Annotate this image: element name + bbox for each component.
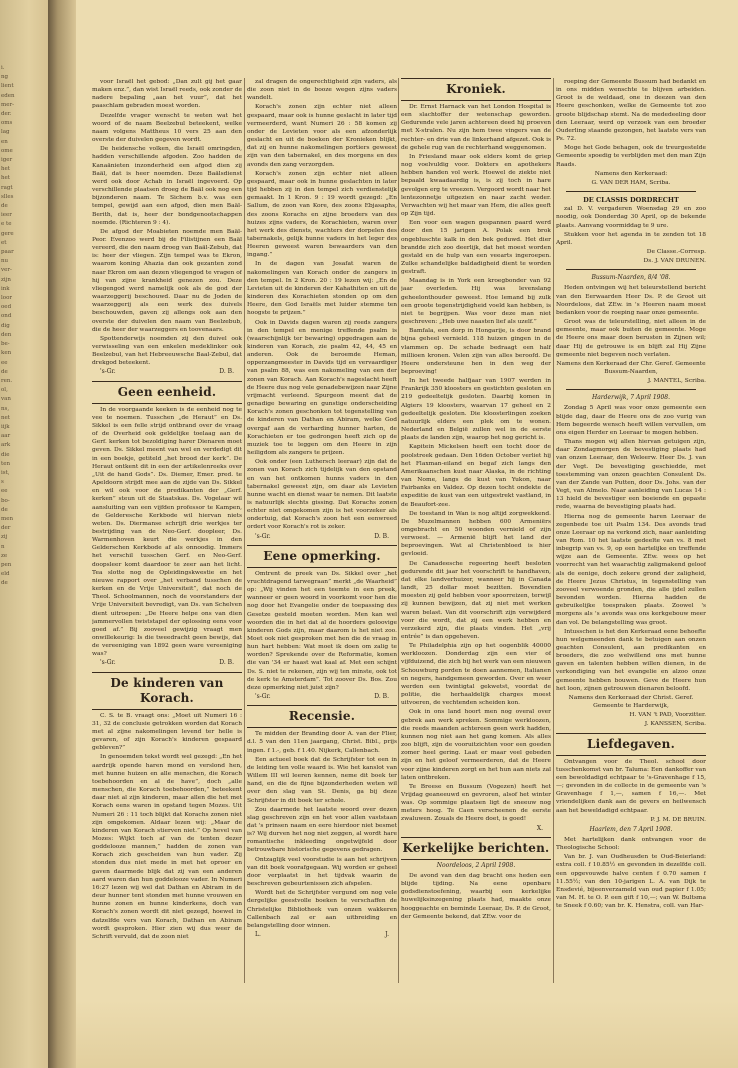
left-strip-fragment: der — [1, 525, 11, 532]
left-strip-fragment: de — [1, 368, 8, 375]
paragraph: Kapitein Mickelsen heeft een tocht door de poolstreek gedaan. Den 16den October verliet hij het Flaxman-eiland en begaf zich langs den Amerikaanschen kust naar Alaska, in de richting van Nome, langs de kust van Yukon, naar Fairbanks en Valdez. Op dezen tocht ondekte de expeditie de kust van een uitgestrekt vastland, in de Beaufort-zee. — [401, 444, 551, 508]
paragraph: Groot was de teleurstelling, niet alleen in de gemeente, maar ook buiten de gemeente. Moge de Heere ons maar doen berusten in Zijnen wil; daar Hij de getrouwe is en blijft zal Hij Zijne gemeente niet begeven noch verlaten. — [556, 319, 706, 358]
classis-notice — [556, 205, 706, 247]
left-strip-fragment: lag — [1, 129, 10, 136]
signature-place: 's-Gr. — [100, 659, 116, 667]
paragraph: In de dagen van Josafat waren de nakomelingen van Korach onder de zangers in den tempel. In 2 Kron. 20 : 19 lezen wij: „En de Levieten uit de kinderen der Kahathiten en uit de kinderen des Korachieten stonden op om den Heere, den God Israëls met luider stemme ten hoogste te prijzen.” — [247, 261, 397, 317]
article-heading: Liefdegaven. — [556, 733, 706, 756]
left-strip-fragment: ns, — [1, 405, 10, 412]
left-strip-fragment: ome — [1, 147, 13, 154]
signature — [255, 533, 389, 541]
paragraph: Wordt het de Schrijfster vergund om nog vele dergelijke geestvolle boeken te verschaffen de Christelijke Bibliotheek van onzen wakkeren Callenbach zal er aan uitbreiding en belangstelling door winnen. — [247, 890, 397, 929]
paschlam-article — [92, 78, 242, 367]
binding-gutter — [48, 0, 76, 1068]
harderwijk-notice — [556, 404, 706, 692]
signature-line: G. VAN DER HAM, Scriba. — [591, 179, 671, 186]
paragraph: In Friesland maar ook elders komt de griep nog voelvuldig voor. Dokters en apothekers hebben handen vol werk. Hoewel de ziekte niet bepaald kwaadaardig is, is zij toch in hare gevolgen erg te vreezen. Vergoord wordt naar het lentezonnetje uitgezien en naar zacht weder. Verwachten wij het maar van Hem, die alles geeft op Zijn tijd. — [401, 153, 551, 218]
paragraph: De Canadeesche regeering heeft besloten gedurende dit jaar het voorschrift te handhaven, dat elke landverhuizer, wanneer hij in Canada landt, 25 dollar moet bezitten. Bovendien moesten zij geld hebben voor spoorreizen, terwijl zij kunnen bewijzen, dat zij niet met werken waren belast. Van dit voorschrift zijn verwijderd voor die wordt, dat zij een werk hebben en verzekerd zijn, die plaats vinden. Het „vrij entrée” is dan opgeheven. — [401, 560, 551, 640]
left-strip-fragment: loor — [1, 295, 13, 302]
left-strip-fragment: eden — [1, 92, 15, 99]
signature-initials: X. — [536, 824, 543, 832]
paragraph: roeping der Gemeente Bussum had bedankt en in ons midden wenschte te blijven arbeiden. Groot is de weldaad, one in deezen van den Heere geschonken, welke de Gemeente tot zoo groote blijdschap stemt. Na de mededeeling door den Leeraar, werd op verzoek van een broeder Ouderling staande gezongen, het laatste vers van Ps. 72. — [556, 79, 706, 143]
left-strip-fragment: dig — [1, 322, 10, 329]
left-strip-fragment: nu — [1, 258, 9, 265]
left-strip-fragment: ten — [1, 460, 11, 467]
left-strip-fragment: die — [1, 451, 10, 458]
liefdegaven-article — [556, 758, 706, 815]
left-strip-fragment: den — [1, 331, 12, 338]
left-strip-fragment: ist, — [1, 469, 10, 476]
signature-initials: D. B. — [219, 659, 234, 667]
paragraph: Van br. J. van Oudheusden te Oud-Beierland: extra coll. f 10.85½ en gevonden in dezelfde coll. een opgevouwde halve centen f 0.70 samen f 11.55½; van den 10-jarigen L. A. van Dijk te Ensdevié, bijeenverzameld van oud papier f 1.05; van M. H. te O. P. een gift f 10,—; van W. Bultsma te Sneek f 0.60; van br. K. Henstra, coll. van Har- — [556, 854, 706, 910]
paragraph: De afgod der Moabieten noemde men Baäl-Peor. Evenzoo werd bij de Filistijnen een Baäl vereerd, die den naam droeg van Baäl-Zebub, dat is: heer der vliegen. Zijn tempel was te Ekron, waarom koning Ahazia dan ook gezanten zond naar Ekron om aan dezen vliegengod te vragen of hij van zijne krankheid genezen zou. Deze vliegengod werd namelijk ook als de god der waarzeggerij beschouwd. Daar nu de Joden de waarzeggerij als een werk des duivels beschouwden, gaven zij allengs ook aan den overste der duivelen den naam van Beelzebub, die de heer der waarzeggers en toovenaars. — [92, 228, 242, 333]
article-heading: De kinderen van Korach. — [92, 672, 242, 710]
left-strip-fragment: ark — [1, 442, 11, 449]
left-strip-fragment: ond — [1, 313, 12, 320]
signature-initials: D. B. — [374, 532, 389, 540]
left-strip-fragment: gere — [1, 230, 14, 237]
paragraph: Dr. Ernst Harnack van het London Hospital is een slachtoffer der wetenschap geworden. Gedurende vele jaren achtereen deed hij proeven met X-stralen. Nu zijn hem twee vingers van de rechter- en drie van de linkerhand afgezet. Ook is de gehele rug van de rechterhand weggenomen. — [401, 104, 551, 151]
dateline: Bussum-Naarden, 8/4 '08. — [591, 274, 671, 282]
left-strip-fragment: be- — [1, 341, 10, 348]
left-strip-fragment: et — [1, 239, 7, 246]
left-strip-fragment: bo- — [1, 497, 10, 504]
paragraph: In het tweede halfjaar van 1907 werden in Frankrijk 350 kloosters en gestichten gesloten en 219 gedeeltelijk gesloten. Daarbij komen in Algiers 19 kloosters, waarvan 17 geheel en 2 gedeeltelijk gesloten. Die kloosterlingen zoeken natuurlijk elders een plek om te wonen. Nederland en België zullen wel in de eerste plaats de landen zijn, waarop het nog gericht is. — [401, 378, 551, 442]
left-strip-fragment: ken — [1, 350, 12, 357]
kroniek-article — [401, 103, 551, 824]
paragraph: De toestand in Wan is nog altijd zorgwekkend. De Muzelmannen hebben 600 Armeniërs omgebracht en 50 woonden vernield of zijn verwoest. — Armenië blijft het land der beproevingen. Wat al Christenbloed is hier gevloeid. — [401, 510, 551, 558]
signature-line: P. J. M. DE BRUIN. — [650, 816, 706, 823]
left-strip-fragment: slles — [1, 193, 14, 200]
column-rule — [244, 78, 245, 983]
paragraph: Spottenderwijs noemden zij den duivel ook verwisseling van een enkelen medeklinker ook Beelzebul, van het Hebreeuwsche Baal-Zebul, dat drekgod beteekent. — [92, 335, 242, 367]
column-2 — [247, 78, 397, 983]
haarlem-notice — [556, 836, 706, 910]
divider — [566, 191, 696, 192]
signature-line: J. KANSSEN, Scriba. — [644, 721, 706, 728]
paragraph: Bamfala, een dorp in Hongarije, is door brand bijna geheel vernield. 118 huizen gingen in de vlammen op. De schade bedraagt een half millioen kronen. Velen zijn van alles beroofd. De Heere ondersteune hen in den weg der beproeving! — [401, 328, 551, 375]
left-strip-fragment: de — [1, 580, 8, 587]
left-strip-fragment: zijn — [1, 276, 11, 283]
signature — [100, 368, 234, 376]
kerkelijke-berichten-article — [401, 872, 551, 921]
article-heading: Eene opmerking. — [247, 545, 397, 568]
paragraph: Omtrent de preek van Ds. Sikkel over „het vruchtdragend tarwegraan” merkt „de Waarheid” op: „Wij vinden het een teemte in een preek, wanneer er geen woord in voorkomt voor hen die nog door het Evangelie onder de toepassing des Gesetze gesteld moeten worden. Men kan wel woorden die in het dat al de hoorders geloovige kinderen Gods zijn, maar daarom is het niet zoo. Moet ook niet gesproken met hen die de vraag in hun hart hebben: Wat moet ik doen om zalig te worden? Sprekende over de Reformatie, komen die van '34 er haast wat kaal af. Met een schijnt Ds. S. niet te rekenen, zijn wij ten minste, ook tot de kerk te Amsterdam”. Tot zoover Ds. Bos. Zou deze opmerking niet juist zijn? — [247, 570, 397, 691]
article-heading: Geen eenheid. — [92, 381, 242, 404]
article-heading: Kerkelijke berichten. — [401, 837, 551, 860]
paragraph: In genoemden tekst wordt wel gezegd: „En het aardrijk opende haren mond en verslond hen, met hunne huizen en alle menschen, die Korach toebehoorden en al de have”, doch „alle menschen, die Korach toebehoorden,” beteekent daar niet al zijn kinderen, maar allen die het met Korach eens waren in opstand tegen Mozes. Uit Numeri 26 : 11 toch blijkt dat Korachs zonen niet zijn omgekomen. Aldaar lezen wij: „Maar de kinderen van Korach stierven niet.” Op hevel van Mozes: Wijkt toch af van de tenten dezer goddelooze mannen,” hadden de zonen van Korach zich gescheiden van hun vader. Zij stonden dus niet mede in met het oproer en gaven daarmede blijk dat zij van een anderen aard waren dan hun goddelooze vader. In Numeri 16:27 lezen wij wel dat Dathan en Abiram in de deur hunner tent stonden met hunne vrouwen en hunne zonen en hunne kinderkens, doch van Korach's zonen wordt dit niet gezegd, hoewel in datzelfde vers van Korach, Dathan en Abiram wordt gesproken. Hier zien wij dus weer de Schrift vervuld, dat de zoon niet — [92, 754, 242, 940]
signature-place: 's-Gr. — [100, 368, 116, 376]
signature-place: 's-Gr. — [255, 693, 271, 701]
left-strip-fragment: ragt — [1, 184, 13, 191]
bussum-notice — [556, 284, 706, 358]
paragraph: zal dragen de ongerechtigheid zijn vaders, als die zoon niet in de booze wegen zijns vaders wandelt. — [247, 79, 397, 102]
paragraph: Maandag is in York een kroegbonder van 92 jaar overleden. Hij was levenslang geheelonthouder geweest. Hoe lemand bij zulk een groote tegenstrijdigheid voeld kan hebben, is niet te begrijpen. Was voor deze man niet geschreven: „Heb uwe naasten lief als uzelf.” — [401, 278, 551, 326]
dateline: Noordeloos, 2 April 1908. — [436, 861, 516, 869]
paragraph: Korach's zonen zijn echter niet alleen gespaard, maar ook is hunne geslacht in later tijd vermeerderd, want Numeri 26 : 58 komen zij onder de Levieten voor als een afzonderlijk geslacht en uit de boeken der Kronieken blijkt, dat zij en hunne nakomelingen portiers geweest zijn van den tabernakel, en des morgens en des avonds den zang verzorgden. — [247, 104, 397, 168]
left-strip-fragment: net — [1, 414, 11, 421]
paragraph: Intusschen is het den Kerkeraad eene behoefte hun welgemeenden dank te betuigen aan onzen geachten Consulent, aan predikanten en broeders, die zoo welwillend ons met hunne gaven en talenten hebben willen dienen, in de verkondiging van het evangelie en alzoo onze gemeente hebben bouwen. Geve de Heere hun het loon, zijnen getrouwen dienaren beloofd. — [556, 628, 706, 692]
left-page-text — [0, 0, 48, 589]
paragraph: Dezelfde vrager wenscht te weten wat het woord of de naam Beelzebul beteekent, welke naam volgens Mattheus 10 vers 25 aan den overste der duivelen gegeven wordt. — [92, 112, 242, 144]
signature-line: H. VAN 't PAD, Voorzitter. — [629, 712, 706, 719]
signature-place: 's-Gr. — [255, 532, 271, 540]
paragraph: Zondag 5 April was voor onze gemeente een blijde dag, daar de Heere ons de zoo vurig van Hem begeerde wensch heeft willen vervullen, om ons eigen Herder en Leeraar te mogen hebben. — [556, 405, 706, 436]
paragraph: Thans mogen wij allen hiervan getuigen zijn, daar Zondagmorgen de bevestiging plaats had van onzen Leeraar, den Weleerw. Heer Ds. J. van der Vegt. De bevestiging geschiedde, met toestemming van onzen geachten Consulent Ds. van der Zande van Putten, door Ds. Johs. van der Vegt, van Almelo. Naar aanleiding van Lucas 14 : 13 hield de bevestiger een boeiende en gepaste rede, waarna de bevestiging plaats had. — [556, 439, 706, 511]
paragraph: Moge het Gode behagen, ook de treurgestelde Gemeente spoedig te verblijden met den man Zijn Raads. — [556, 145, 706, 168]
left-strip-fragment: iger — [1, 157, 13, 164]
left-strip-fragment: aar — [1, 433, 11, 440]
left-strip-fragment: oms — [1, 120, 13, 127]
paragraph: Ook in Davids dagen waren zij reeds zangers in den tempel en menige treffende psalm is (waarschijnlijk ter bewaring) opgedragen aan de kinderen van Korach, zie psalm 42, 44, 45 en anderen. Ook de beroemde Heman, opperzangmeester in Davids tijd en vervaardiger van psalm 88, was een nakomeling van een der zonen van Korach. Aan Korach's nageslacht heeft de Heere dus nog vele genadebewijzen naar Zijne vrijmacht verleend. Spurgeon meent dat de genadige bewaring en gunstige onderscheiding Korach's zonen geschonken tot tegenstelling van de kinderen van Dathan en Abiram, welke God overgaf aan de verharding hunner harten, de Korachieten er toe gedrongen heeft zich op de muziek toe te leggen om den Heere in zijn heiligdom als zangers te prijzen. — [247, 319, 397, 457]
left-strip-fragment: n — [1, 543, 5, 550]
paragraph: Met hartelijken dank ontvangen voor de Theologische School: — [556, 836, 706, 852]
signature — [255, 693, 389, 701]
korach-continued — [247, 78, 397, 532]
left-strip-fragment: het — [1, 175, 11, 182]
paragraph: Korach's zonen zijn echter niet alleen gespaard, maar ook in hunne geslachten in later tijd hebben zij in den tempel zich verdienstelijk gemaakt. In 1 Kron. 9 : 19 wordt gezegd: „En Sallum, de zoon van Kore, des zoons Ebjasaphs, des zoons Korachs en zijne broeders van des huizes zijns vaders, de Korachieten, waren over het werk des diensts, wachters der dorpelen des tabernakels, gelijk hunne vaders in het leger des Heeren geweest waren bewaarders van den ingang.” — [247, 170, 397, 259]
article-heading: Recensie. — [247, 705, 397, 728]
opmerking-article — [247, 570, 397, 692]
left-strip-fragment: oed — [1, 304, 12, 311]
paragraph: Heden ontvingen wij het teleurstellend bericht van den Eerwaarden Heer Ds. P. de Groot uit Noordeloos, dat ZEw. in 's Heeren naam moest bedanken voor de roeping naar onze gemeente. — [556, 285, 706, 316]
left-strip-fragment: paar — [1, 249, 14, 256]
left-strip-fragment: ee — [1, 488, 8, 495]
paragraph: Te Philadelphia zijn op het oogenblik 40000 werkloozen. Donderdag zijn een vier of vijfduizend, die zich bij het werk van een nieuwen Schouwburg porden te doen aannemen, Italianen en negers, handgemeen geworden. Over en weer werden een twintigtal gekwetst, voordat de politie, die herhaaldelijk charges moest uitvoeren, de vechtenden scheiden kon. — [401, 643, 551, 707]
signature-place: L. — [255, 931, 261, 938]
paragraph: Te midden der Branding door A. van der Flier, d.l. 5 van den 11en jaargang, Christ. Bibl., prijs ingen. f 1.-, geb. f 1.40. Nijkerk, Callenbach. — [247, 731, 397, 754]
left-strip-fragment: ink — [1, 285, 10, 292]
paragraph: De avond van den dag bracht ons heden een blijde tijding. Na eene openbare godsdienstoefening, waarbij een kerkelijke huwelijksinzegening plaats had, maakte onze hooggeachte en beminde Leeraar, Ds. P. de Groot, der Gemeente bekend, dat ZEw. voor de — [401, 872, 551, 920]
signature-line: Namens den Kerkeraad der Chr. Geref. Gemeente Bussum-Naarden, — [556, 360, 706, 375]
paragraph: Zou daarmede het laatste woord over dezen slag geschreven zijn en het voor allen vaststaan dat 's prinsen naam en eere hierdoor niet besmet is? Wij durven het nog niet zeggen, al wordt hare romantische inkleeding ongetwijfeld door betrouwbare historische gegevens gedragen. — [247, 806, 397, 854]
divider — [566, 389, 696, 390]
column-3 — [401, 78, 551, 983]
divider — [566, 269, 696, 270]
left-strip-fragment: het — [1, 166, 11, 173]
left-strip-fragment: s — [1, 479, 4, 486]
page-bottom-margin — [76, 1000, 738, 1068]
geen-eenheid-article — [92, 406, 242, 659]
left-strip-fragment: der. — [1, 111, 12, 118]
left-strip-fragment: ee — [1, 359, 8, 366]
left-strip-fragment: pen — [1, 561, 12, 568]
left-strip-fragment: lient — [1, 83, 14, 90]
notice-title: DE CLASSIS DORDRECHT — [583, 196, 679, 205]
paragraph: Hierna nog de gemeente haren Leeraar de zegenbede toe uit Psalm 134. Des avonds trad onze Leeraar op na verkond zich, naar aanleiding van Rom. 10 het laatste gedeelte van vs. 8 met inbegrip van vs. 9, op een hartelijke en treffende wijze aan de Gemeente. ZEw. wees op het voorrecht van het waarachtig zaligmakend geloof als de eenige, doch zekere grond der zaligheid, de Heere Jezus Christus, in tegenstelling van zooveel verwoende gronden, die alle ijdel zullen bevonden worden. Hierna hadden de gebruikelijke toespraken plaats. Zoowel 's morgens als 's avonds was ons kerkgebouw meer dan vol. De belangstelling was groot. — [556, 513, 706, 626]
paragraph: zal D. V. vergaderen Woensdag 29 en zoo noodig, ook Donderdag 30 April, op de bekende plaats. Aanvang voormiddag te 9 ure. — [556, 206, 706, 229]
korach-article — [92, 712, 242, 941]
signature-line: Ds. J. VAN DRUNEN. — [643, 258, 706, 265]
recensie-article — [247, 730, 397, 930]
signature-initials: D. B. — [374, 693, 389, 701]
left-strip-fragment: de — [1, 506, 8, 513]
left-strip-fragment: zij — [1, 534, 8, 541]
left-strip-fragment: ze — [1, 552, 8, 559]
paragraph: Ook onder (een Luthersch leeraar) zijn dat de zonen van Korach zich tijdelijk van den opstand en van het ontkomen hunns vaders in den tabernakel geweest zijn, om daar als Levieten hunne wacht en dienst waar te nemen. Dit laatste is natuurlijk slechts gissing. Dat Korachs zonen echter niet omgekomen zijn is het voorzeker als ondertuig, dat Korach's zoon het een eenwreed ordert voor Korach's rot is zeker. — [247, 459, 397, 531]
left-strip-fragment: men — [1, 515, 14, 522]
paragraph: De heidensche volken, die Israël omringden, hadden verschillende afgoden. Zoo hadden de Kanaänieten inzonderheid een afgod dien zij Baäl, dat is heer noemden. Deze Baälsdienst werd ook door Achab in Israël ingevoerd. Op verschillende plaatsen droeg de Baäl ook nog een bijzonderen naam. Te Sichem b.v. was een tempel, gewijd aan een afgod, dien men Baäl-Berith, dat is, heer der bondgenootschappen noemde. (Richteren 9 : 4). — [92, 146, 242, 226]
signature-line: De Classe.-Corresp. — [646, 248, 706, 255]
noordeloos-continued — [556, 78, 706, 169]
left-strip-fragment: mer- — [1, 101, 14, 108]
dateline: Harderwijk, 7 April 1908. — [592, 394, 670, 402]
left-strip-fragment: ren. — [1, 377, 13, 384]
signature-initials: J. — [385, 931, 389, 938]
left-strip-fragment: van — [1, 396, 11, 403]
paragraph: voor Israël het gebod: „Dan zult gij het gaar maken enz.”, dan wist Israël reeds, ook zonder de nadere bepaling „aan het vuur”, dat het paaschlam gebraden moest worden. — [92, 79, 242, 110]
left-strip-fragment: eld — [1, 571, 10, 578]
paragraph: Ontvangen voor de Theol. school door tusschenkomst van br. Taluma: Een dankoffer van een bewoldadigd echtpaar te 's-Gravenhage f 15,—; gevonden in de collecte in de gemeente van 's Gravenhage f 1,—, samen f 16,—. Met vriendelijken dank aan de gevers en heilwensch aan het beweldadigd echtpaar. — [556, 758, 706, 814]
signature-line: J. MANTEL, Scriba. — [647, 378, 706, 385]
left-strip-fragment: ver- — [1, 267, 12, 274]
column-rule — [398, 78, 399, 983]
article-heading: Kroniek. — [401, 78, 551, 101]
left-strip-fragment: ng — [1, 74, 9, 81]
paragraph: C. S. te B. vraagt ons: „Moet uit Numeri 16 : 31, 32 de conclusie getrokken worden dat Korach met al zijne nakomelingen levend ter helle is gevaren, of zijn Korach's kinderen gespaard gebleven?” — [92, 712, 242, 752]
signature — [100, 659, 234, 667]
left-strip-fragment: iijk — [1, 423, 10, 430]
left-strip-fragment: ol, — [1, 387, 8, 394]
paragraph: Ontzaglijk veel voorstudie is aan het schrijven van dit boek voorafgegaan. Wij worden er geheel door verplaatst in het tijdvak waarin de beschreven gebeurtenissen zich afspelen. — [247, 856, 397, 888]
left-strip-fragment: i. — [1, 65, 5, 71]
paragraph: Een actueel boek dat de Schrijfster tot een in de leiding ten volle waard is. Wie het kanslot van Willem III wil leeren kennen, neme dit boek ter hand, en die de fijne bijzonderheden weten wil over den slag van St. Denis, ga bij deze Schrijfster in dit boek ter schole. — [247, 756, 397, 804]
column-rule — [553, 78, 554, 983]
paragraph: Een voor een wagen gespannen paard werd door den 15 jarigen A. Polak een brok ongebluschte kalk in den bek geduwd. Het dier brandde zich zoo deerlijk, dat het moest worden gestald en de hulp van een veearts ingeroepen. Zulke schandelijke baldadigheid dient te worden gestraft. — [401, 220, 551, 276]
signature — [255, 931, 389, 939]
dateline: Haarlem, den 7 April 1908. — [589, 825, 673, 833]
signature-line: Namens den Kerkeraad der Christ. Geref. Gemeente te Harderwijk, — [568, 694, 694, 710]
left-strip-fragment: e te — [1, 221, 12, 228]
signature — [409, 825, 543, 833]
column-4 — [556, 78, 706, 983]
column-1 — [92, 78, 242, 983]
signature-line: Namens den Kerkeraad: — [594, 170, 668, 177]
left-strip-fragment: en — [1, 138, 8, 145]
signature-initials: D. B. — [219, 368, 234, 376]
left-strip-fragment: de — [1, 203, 8, 210]
paragraph: Te Breese en Bussum (Vogezen) heeft het Vrijdag geaneeuwd en gevroren, alsof het winter was. Op sommige plaatsen ligt de sneeuw nog meters hoog. Te Caen verscheenen de eerste zwaluwen. Zouals de Heere doet, is goed! — [401, 783, 551, 823]
left-page-edge — [0, 0, 48, 1068]
paragraph: Ook in ons land hoort men nog overal over gebrek aan werk spreken. Sommige werkloozen, die reeds maanden achtereen geen werk hadden, kunnen nog niet aan het gang komen. Als alles zoo blijft, zijn de vooruitzichten voor een goeden zomer heel gering. Laat er maar veel gebeden zijn en het geloof vermeerderen, dat de Heere voor zijne kinderen zorgt en het hun aan niets zal laten ontbreken. — [401, 709, 551, 781]
paragraph: In de voorgaande keeken is de eenheid nog te vee te noemen. Tusschen „de Heraut” en Ds. Sikkel is een felle strijd ontbrand over de vraag of de Overheid ook geldelijke toelaag aan de Gerf. kerken tot bezoldiging harer Dienaren moet geven. Ds. Sikkel meent van wel en verdedigt dit in een boekje, getiteld „het brood der kerk”. De Heraut ontkent dit in een der artikelenreeks over „Uit de hand Gods”. Ds. Diemer, Emer. pred. te Apeldoorn strijdt mee aan de zijde van Ds. Sikkel en wil ook voor de predikanten der „Gerf. kerken” steun uit de Staatskas. Ds. Vogelaar wil aansluiting van een vijfden professor te Kampen, de Gelderesche Kerkbode wil hiervan niets weten. Ds. Diermanse schrijft drie werkjes ter bestrijding van de Neo-Gerf. doopleer, Ds. Warmenhoven keurt die werkjes in den Gelderschen Kerkbode af als onnoodig. Immers het verschil tusschen Gerf. en Neo-Gerf. doopsleer komt daardoor te zeer aan het licht. Tea slotte nog de Opleidingskwestie en het nieuwe rapport over „het verband tusschen de kerken en de Vrije Universiteit”, dat noch de Theol. Schoolmannen, noch de voorstanders der Vrije Universiteit bevredigt, van Ds. van Schelven dient uitroepen: „De Heere helpe ons van dien jammervollen twiststapel der oplossing eens voor goed af.” Bij zooveel gewijzig vraagt men onwillekeurig: Is die tweedracht geen bewijs, dat de vereeniging van 1892 geen ware vereeniging was? — [92, 406, 242, 658]
paragraph: Stukken voor het agenda in te zenden tot 18 April. — [556, 231, 706, 246]
left-strip-fragment: ieer — [1, 212, 12, 219]
